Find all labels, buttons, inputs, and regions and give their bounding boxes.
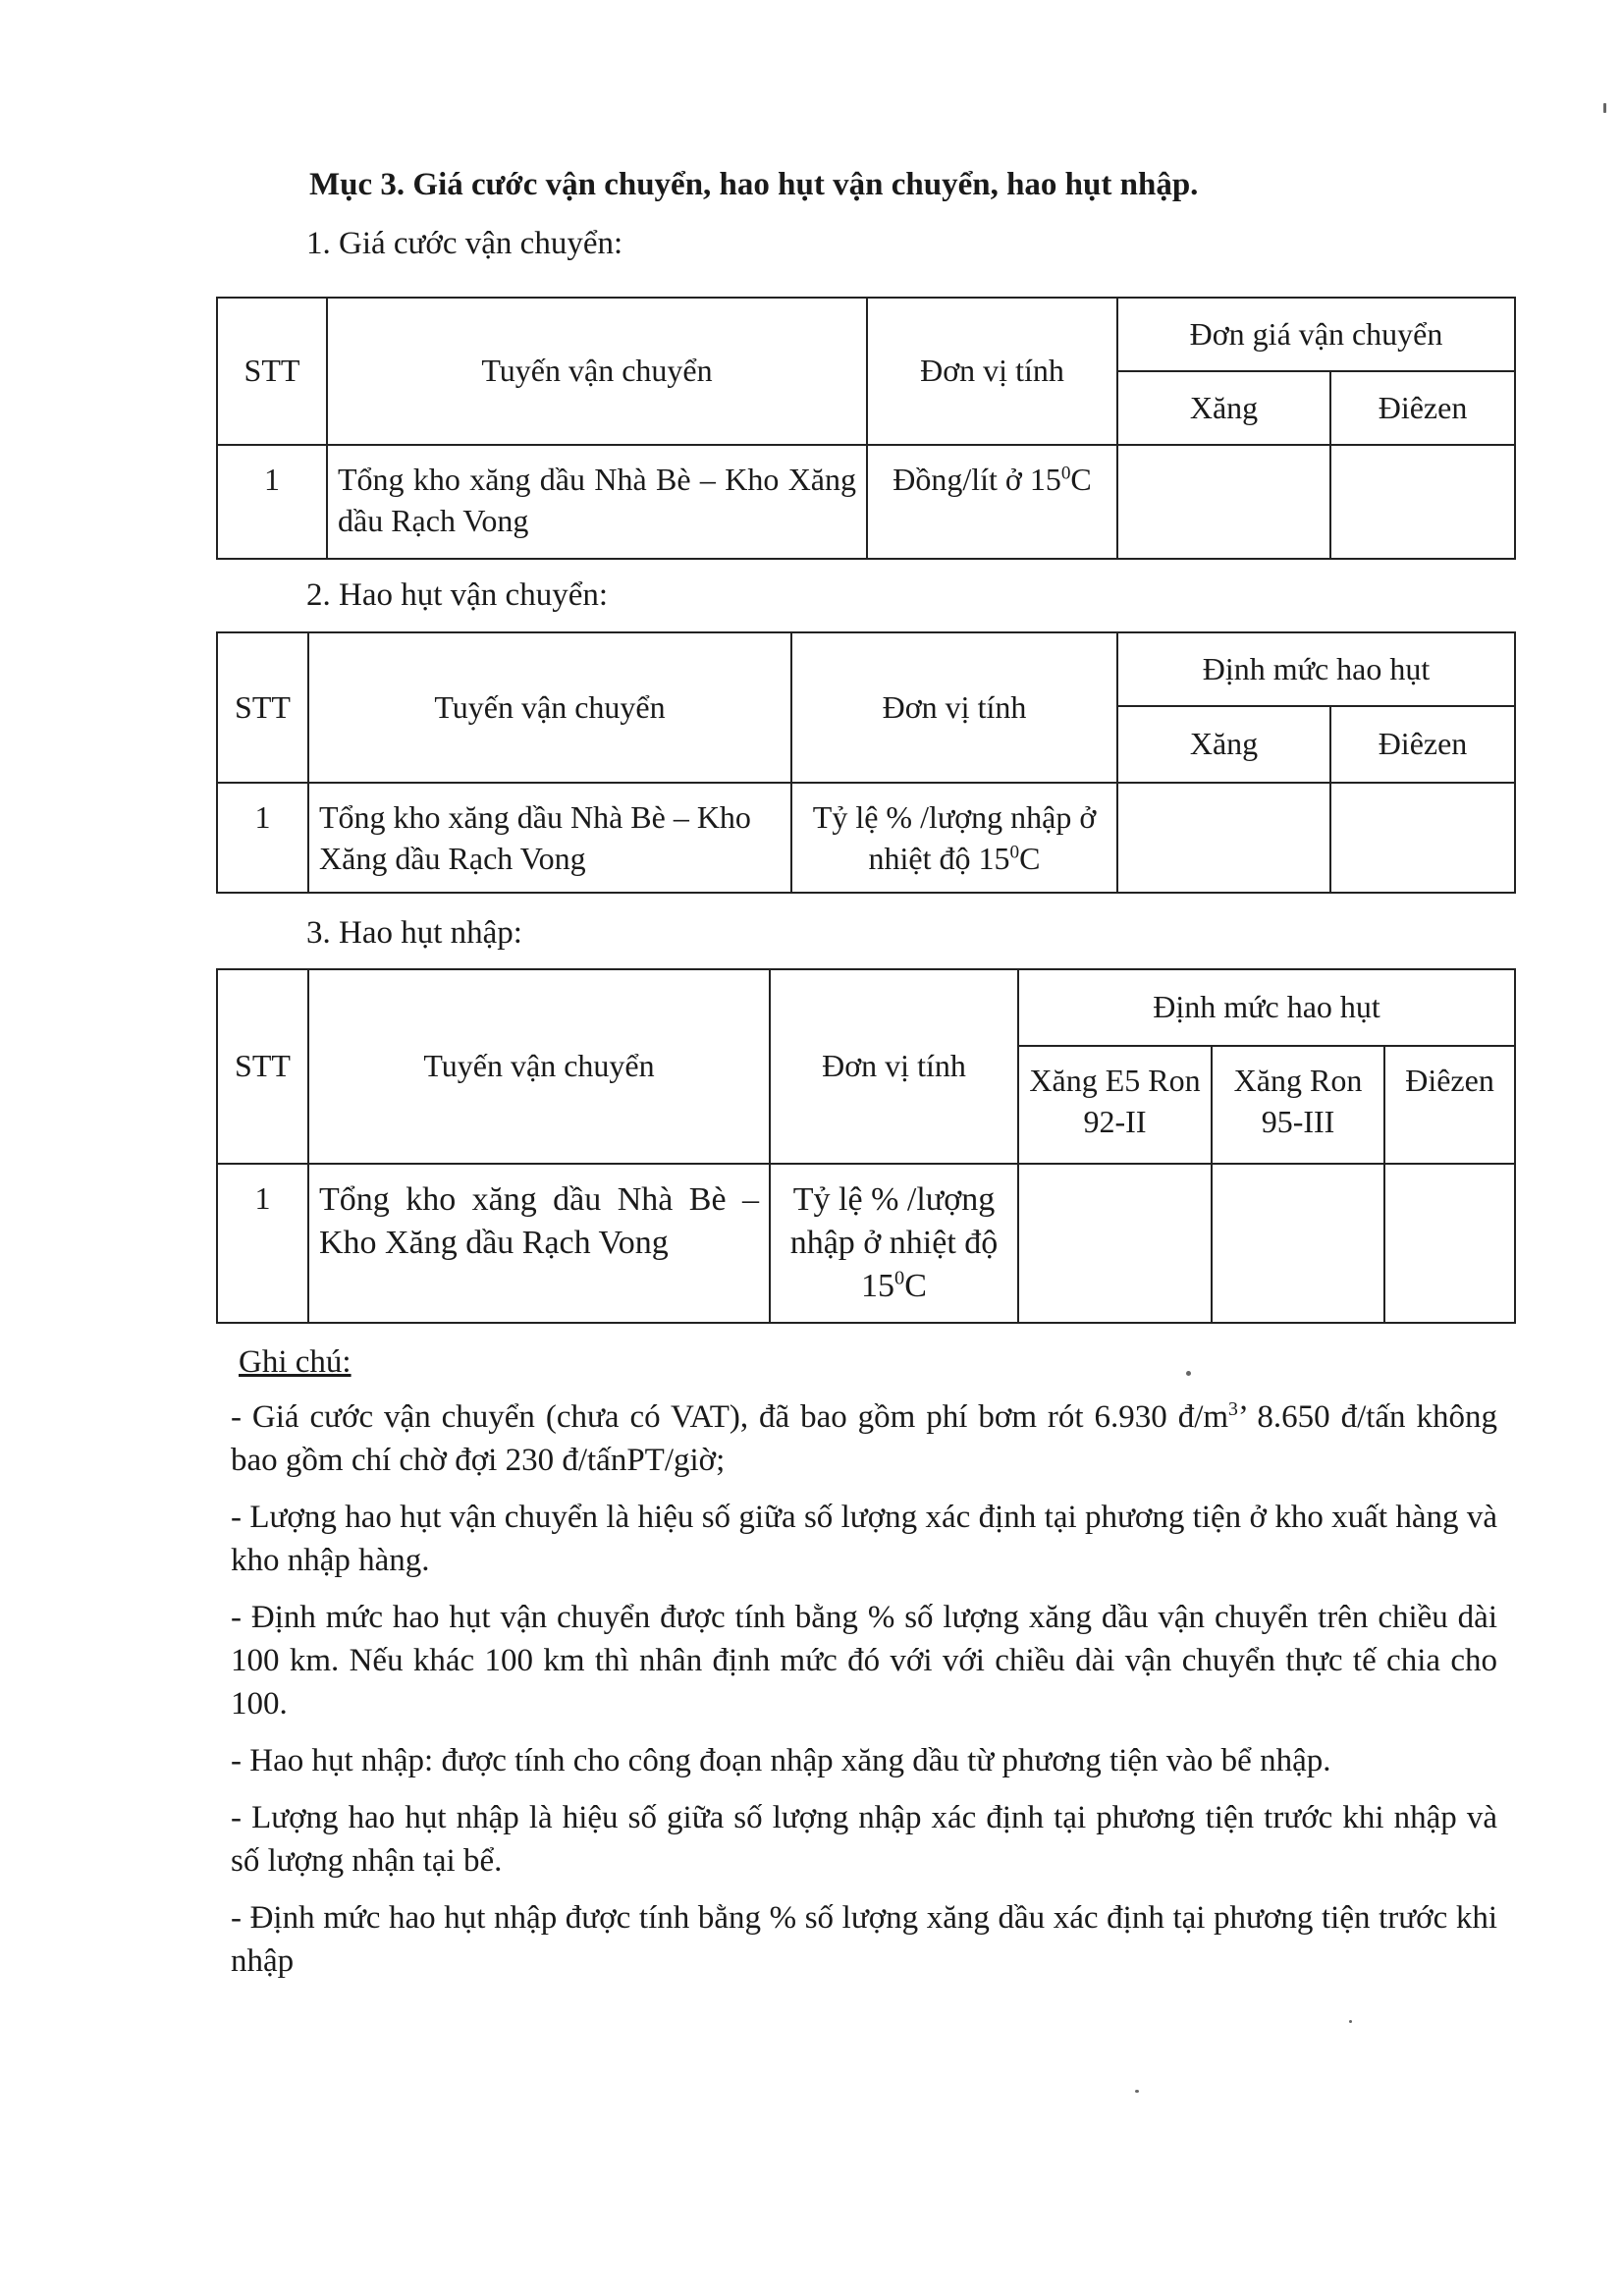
header-col-e5-ron92: Xăng E5 Ron 92-II — [1018, 1046, 1212, 1164]
row-unit: Tỷ lệ % /lượng nhập ở nhiệt độ $15^0C$ — [770, 1164, 1018, 1323]
row-value-ron95 — [1212, 1164, 1384, 1323]
header-unit: Đơn vị tính — [867, 298, 1117, 445]
scan-speck — [1349, 2020, 1352, 2023]
note-item: - Giá cước vận chuyển (chưa có VAT), đã bao gồm phí bơm rót 6.930 $đ/m^3$’ 8.650 đ/tấn không bao gồm chí chờ đợi 230 đ/tấnPT/giờ; — [231, 1398, 1497, 1478]
row-value-e5-ron92 — [1018, 1164, 1212, 1323]
notes-title: Ghi chú: — [239, 1344, 352, 1380]
table-1-title: 1. Giá cước vận chuyển: — [306, 226, 623, 261]
header-group: Đơn giá vận chuyển — [1117, 298, 1515, 371]
transport-loss-table — [216, 631, 1516, 894]
header-route: Tuyến vận chuyển — [308, 632, 791, 783]
row-value-diesel — [1330, 445, 1515, 559]
receiving-loss-table — [216, 968, 1516, 1324]
table-row — [217, 1164, 1515, 1323]
table-row — [217, 783, 1515, 893]
header-unit: Đơn vị tính — [791, 632, 1117, 783]
header-route: Tuyến vận chuyển — [308, 969, 770, 1164]
scan-speck — [1135, 2090, 1139, 2093]
row-stt: 1 — [217, 445, 327, 559]
row-stt: 1 — [217, 1164, 308, 1323]
freight-rate-table — [216, 297, 1516, 560]
header-group: Định mức hao hụt — [1117, 632, 1515, 706]
header-col-diesel: Điêzen — [1330, 706, 1515, 783]
header-stt: STT — [217, 632, 308, 783]
note-item: - Định mức hao hụt nhập được tính bằng % số lượng xăng dầu xác định tại phương tiện trước khi nhập — [231, 1900, 1497, 1979]
header-unit: Đơn vị tính — [770, 969, 1018, 1164]
row-value-diesel — [1330, 783, 1515, 893]
table-3-title: 3. Hao hụt nhập: — [306, 915, 522, 951]
header-stt: STT — [217, 298, 327, 445]
scan-speck — [1603, 103, 1606, 113]
header-group: Định mức hao hụt — [1018, 969, 1515, 1046]
header-col-diesel: Điêzen — [1384, 1046, 1515, 1164]
row-unit: Đồng/lít ở $15^0C$ — [867, 445, 1117, 559]
row-value-petrol — [1117, 783, 1330, 893]
header-col-ron95: Xăng Ron 95-III — [1212, 1046, 1384, 1164]
row-value-petrol — [1117, 445, 1330, 559]
header-stt: STT — [217, 969, 308, 1164]
section-heading: Mục 3. Giá cước vận chuyển, hao hụt vận chuyển, hao hụt nhập. — [309, 167, 1199, 202]
row-stt: 1 — [217, 783, 308, 893]
note-item: - Hao hụt nhập: được tính cho công đoạn nhập xăng dầu từ phương tiện vào bể nhập. — [231, 1743, 1331, 1778]
row-unit: Tỷ lệ % /lượng nhập ở nhiệt độ $15^0C$ — [791, 783, 1117, 893]
row-route: Tổng kho xăng dầu Nhà Bè – Kho Xăng dầu Rạch Vong — [308, 783, 791, 893]
table-row — [217, 445, 1515, 559]
note-item: - Lượng hao hụt nhập là hiệu số giữa số lượng nhập xác định tại phương tiện trước khi nhập và số lượng nhận tại bể. — [231, 1800, 1497, 1879]
row-route: Tổng kho xăng dầu Nhà Bè – Kho Xăng dầu Rạch Vong — [308, 1164, 770, 1323]
scan-speck — [1186, 1371, 1191, 1376]
note-item: - Định mức hao hụt vận chuyển được tính bằng % số lượng xăng dầu vận chuyển trên chiều dài 100 km. Nếu khác 100 km thì nhân định mức đó với với chiều dài vận chuyển thực tế chia cho 100. — [231, 1600, 1497, 1722]
header-col-petrol: Xăng — [1117, 371, 1330, 445]
header-route: Tuyến vận chuyển — [327, 298, 867, 445]
table-2-title: 2. Hao hụt vận chuyển: — [306, 577, 609, 613]
row-value-diesel — [1384, 1164, 1515, 1323]
header-col-diesel: Điêzen — [1330, 371, 1515, 445]
row-route: Tổng kho xăng dầu Nhà Bè – Kho Xăng dầu Rạch Vong — [327, 445, 867, 559]
note-item: - Lượng hao hụt vận chuyển là hiệu số giữa số lượng xác định tại phương tiện ở kho xuất hàng và kho nhập hàng. — [231, 1500, 1497, 1578]
header-col-petrol: Xăng — [1117, 706, 1330, 783]
notes-section — [231, 1340, 1497, 1996]
